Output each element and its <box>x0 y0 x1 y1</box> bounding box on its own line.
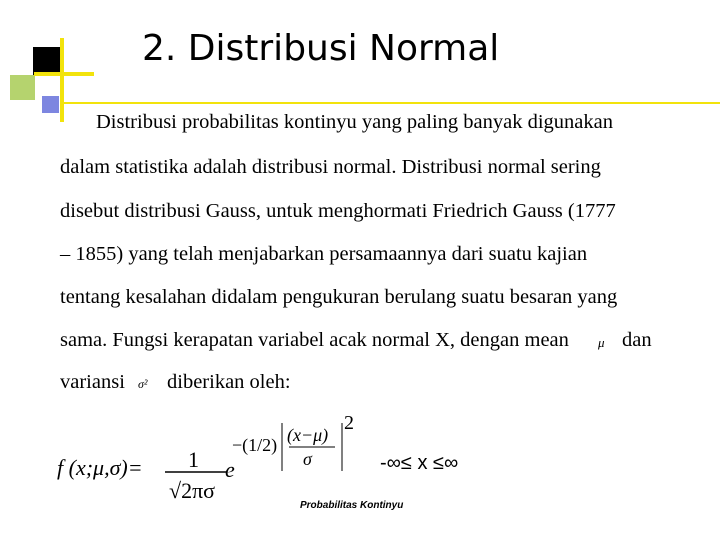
formula-denominator: √2πσ <box>169 478 216 503</box>
deco-yellow-vertical-line <box>60 38 64 122</box>
footer-label: Probabilitas Kontinyu <box>300 500 404 511</box>
formula-base-e: e <box>225 457 235 482</box>
paragraph-line-8: diberikan oleh: <box>167 371 291 393</box>
formula-exp-power: 2 <box>344 412 354 434</box>
range-expression: -∞≤ x ≤∞ <box>380 452 459 474</box>
formula-lhs: f (x;μ,σ)= <box>57 455 143 480</box>
paragraph-line-5: tentang kesalahan didalam pengukuran berulang suatu besaran yang <box>60 286 618 308</box>
formula-exp-numerator: (x−μ) <box>287 425 329 445</box>
formula-exp-prefix: −(1/2) <box>232 435 278 455</box>
deco-black-square <box>33 47 61 75</box>
paragraph-line-4: – 1855) yang telah menjabarkan persamaannya dari suatu kajian <box>60 243 588 265</box>
paragraph-line-7: variansi <box>60 371 125 393</box>
page-title: 2. Distribusi Normal <box>142 28 500 69</box>
formula-numerator: 1 <box>188 447 199 472</box>
sigma-squared-symbol: σ² <box>138 377 148 391</box>
paragraph-line-2: dalam statistika adalah distribusi normal. Distribusi normal sering <box>60 156 601 178</box>
paragraph-line-6: sama. Fungsi kerapatan variabel acak normal X, dengan mean <box>60 329 569 351</box>
formula-exp-denominator: σ <box>303 449 312 469</box>
paragraph-line-1: Distribusi probabilitas kontinyu yang paling banyak digunakan <box>96 111 613 133</box>
deco-yellow-horizontal-line <box>34 72 94 76</box>
deco-blue-square <box>42 96 59 113</box>
paragraph-word-dan: dan <box>622 329 652 351</box>
deco-green-square <box>10 75 35 100</box>
paragraph-line-3: disebut distribusi Gauss, untuk menghormati Friedrich Gauss (1777 <box>60 200 616 222</box>
deco-yellow-horizontal-line-2 <box>60 102 720 104</box>
mu-symbol: μ <box>598 335 605 350</box>
